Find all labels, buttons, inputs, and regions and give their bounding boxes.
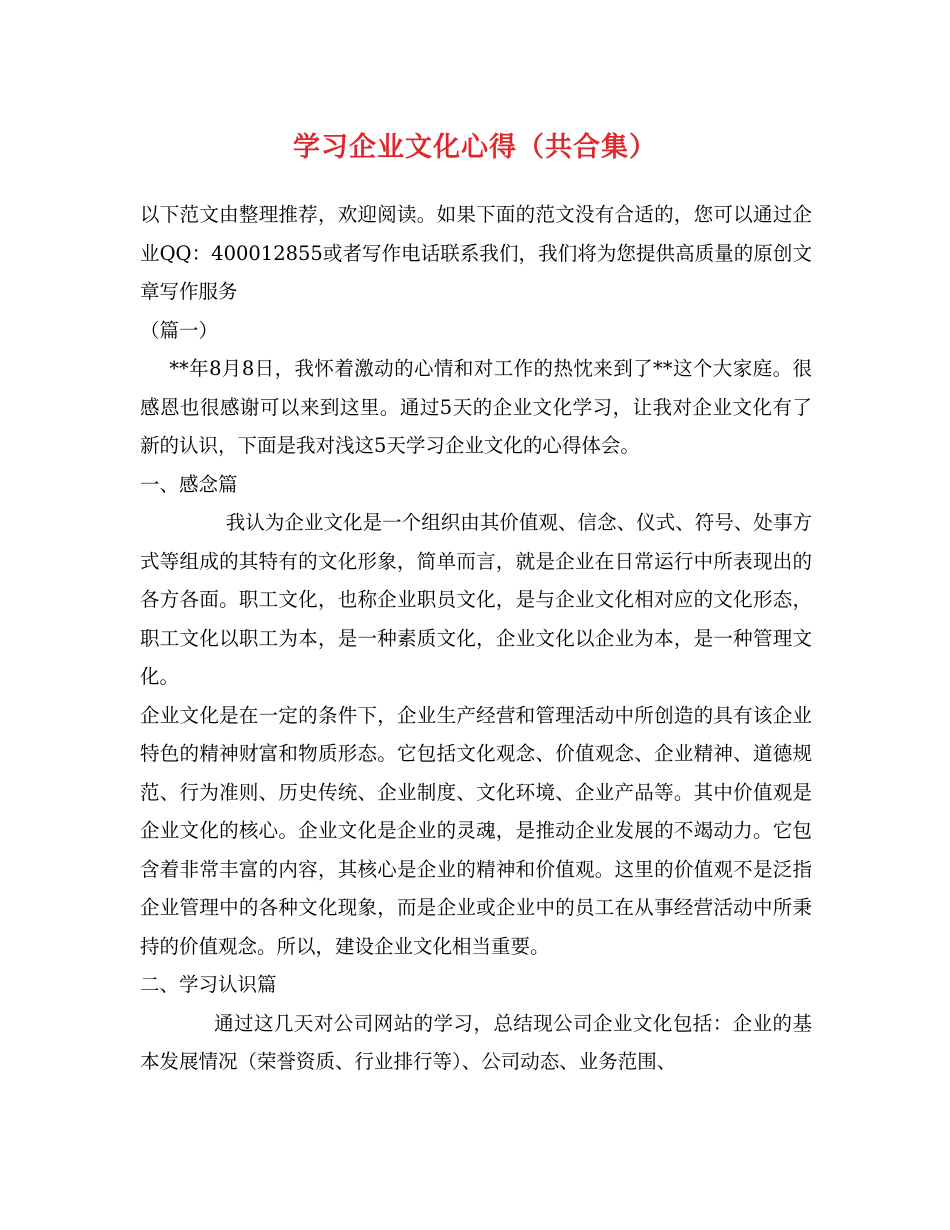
document-body [140,196,812,1082]
paragraph-1: **年8月8日，我怀着激动的心情和对工作的热忱来到了**这个大家庭。很感恩也很感谢可以来到这里。通过5天的企业文化学习，让我对企业文化有了新的认识，下面是我对浅这5天学习企业文化的心得体会。 [140,357,812,457]
paragraph-2: 我认为企业文化是一个组织由其价值观、信念、仪式、符号、处事方式等组成的其特有的文化形象，简单而言，就是企业在日常运行中所表现出的各方各面。职工文化，也称企业职员文化，是与企业文化相对应的文化形态，职工文化以职工为本，是一种素质文化，企业文化以企业为本，是一种管理文化。 [140,511,812,688]
paragraph-4: 通过这几天对公司网站的学习，总结现公司企业文化包括：企业的基本发展情况（荣誉资质、行业排行等）、公司动态、业务范围、 [140,1011,812,1073]
section-heading-1: 一、感念篇 [140,472,238,496]
part-label: （篇一） [140,318,219,342]
paragraph-3: 企业文化是在一定的条件下，企业生产经营和管理活动中所创造的具有该企业特色的精神财富和物质形态。它包括文化观念、价值观念、企业精神、道德规范、行为准则、历史传统、企业制度、文化环境、企业产品等。其中价值观是企业文化的核心。企业文化是企业的灵魂，是推动企业发展的不竭动力。它包含着非常丰富的内容，其核心是企业的精神和价值观。这里的价值观不是泛指企业管理中的各种文化现象，而是企业或企业中的员工在从事经营活动中所秉持的价值观念。所以，建设企业文化相当重要。 [140,703,812,958]
intro-paragraph: 以下范文由整理推荐，欢迎阅读。如果下面的范文没有合适的，您可以通过企业QQ：400012855或者写作电话联系我们，我们将为您提供高质量的原创文章写作服务 [140,203,812,303]
section-heading-2: 二、学习认识篇 [140,973,277,996]
document-title: 学习企业文化心得（共合集） [293,132,657,163]
